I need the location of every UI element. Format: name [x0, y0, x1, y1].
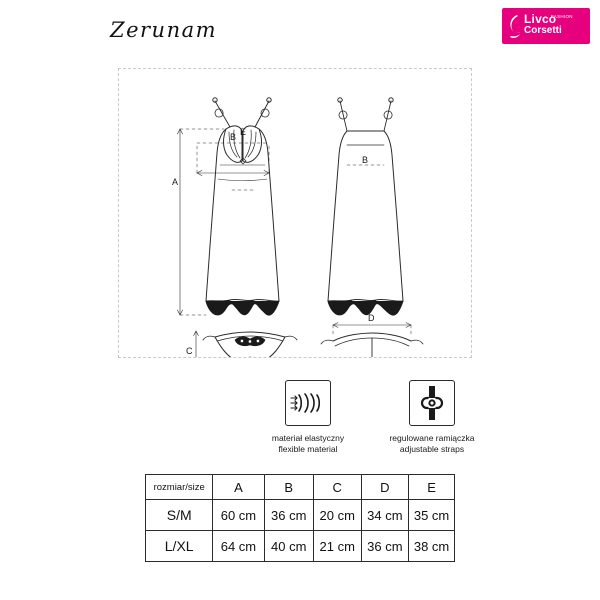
feature-caption-pl: materiał elastyczny: [271, 433, 345, 443]
brand-tagline: FASHION: [551, 14, 573, 19]
table-row: [146, 531, 455, 562]
table-cell-e: 38 cm: [409, 531, 455, 562]
table-header-a: A: [213, 475, 264, 500]
feature-flexible-material: [250, 380, 366, 455]
dimension-label-e: E: [240, 127, 247, 137]
page-title: Zerunam: [110, 18, 218, 42]
brand-name: Livco: [524, 12, 557, 26]
table-header-e: E: [409, 475, 455, 500]
adjustable-straps-icon: [409, 380, 455, 426]
elastic-material-icon: [285, 380, 331, 426]
dimension-label-a: A: [172, 177, 179, 187]
feature-icon-group: [250, 380, 500, 460]
feature-caption-en: flexible material: [278, 444, 338, 454]
feature-caption-flexible-material: [250, 433, 366, 455]
size-table: [145, 474, 455, 562]
table-cell-b: 40 cm: [264, 531, 313, 562]
table-cell-size: S/M: [146, 500, 213, 531]
table-row: [146, 500, 455, 531]
feature-adjustable-straps: [374, 380, 490, 455]
chemise-back-view: [328, 98, 403, 315]
table-cell-c: 20 cm: [313, 500, 361, 531]
table-cell-a: 64 cm: [213, 531, 264, 562]
feature-caption-pl: regulowane ramiączka: [389, 433, 475, 443]
dimension-label-b-back: B: [362, 155, 369, 165]
dimension-label-b-front: B: [230, 132, 237, 142]
table-cell-a: 60 cm: [213, 500, 264, 531]
brand-logo: [502, 8, 590, 44]
table-cell-size: L/XL: [146, 531, 213, 562]
swirl-icon: [506, 13, 522, 39]
table-header-b: B: [264, 475, 313, 500]
table-header-row: [146, 475, 455, 500]
table-cell-e: 35 cm: [409, 500, 455, 531]
thong-back-view: [321, 333, 423, 357]
thong-front-view: [203, 332, 297, 357]
dimension-label-d: D: [368, 313, 375, 323]
table-cell-b: 36 cm: [264, 500, 313, 531]
dimension-label-c: C: [186, 346, 193, 356]
feature-caption-adjustable-straps: [374, 433, 490, 455]
table-cell-d: 34 cm: [361, 500, 409, 531]
brand-subname: Corsetti: [524, 25, 562, 36]
technical-drawing-panel: [118, 68, 472, 358]
table-header-size: rozmiar/size: [146, 475, 213, 500]
feature-caption-en: adjustable straps: [399, 444, 465, 454]
table-cell-d: 36 cm: [361, 531, 409, 562]
table-header-c: C: [313, 475, 361, 500]
table-cell-c: 21 cm: [313, 531, 361, 562]
table-header-d: D: [361, 475, 409, 500]
